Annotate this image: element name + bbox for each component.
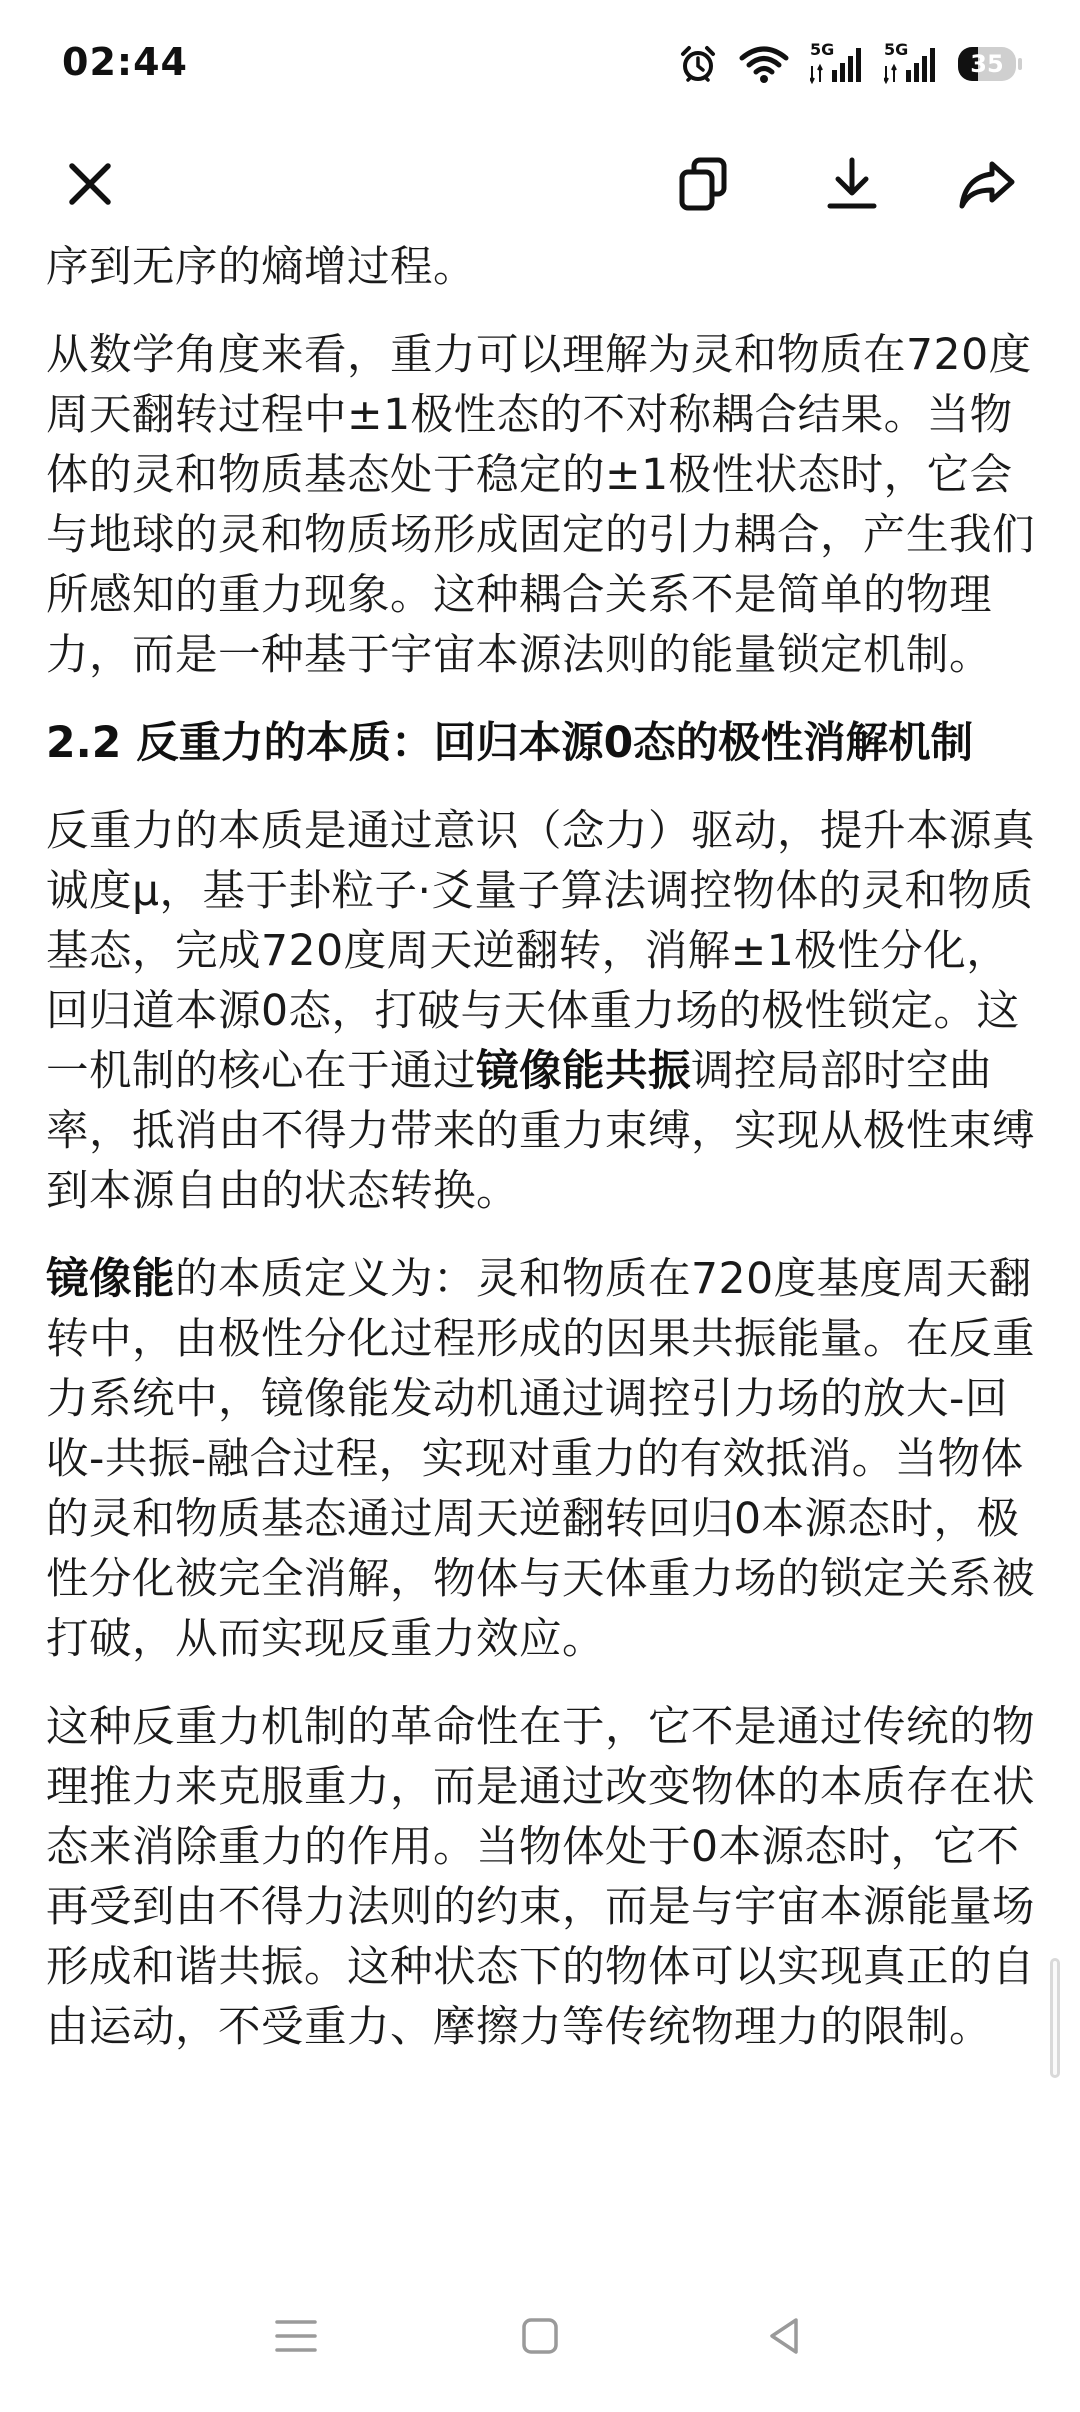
status-icons: [678, 40, 1022, 84]
article-viewport[interactable]: [0, 232, 1080, 2268]
toolbar: [0, 136, 1080, 232]
scrollbar-thumb[interactable]: [1050, 1958, 1060, 2078]
menu-icon: [271, 2314, 321, 2358]
paragraph-text: 调控局部时空曲率，抵消由不得力带来的重力束缚，实现从极性束缚到本源自由的状态转换。: [46, 1047, 1036, 1216]
article-paragraph: 序到无序的熵增过程。: [46, 243, 477, 292]
paragraph-text: 反重力的本质是通过意识（念力）驱动，提升本源真诚度μ，基于卦粒子·爻量子算法调控物体的灵和物质基态，完成720度周天逆翻转，消解±1极性分化，回归道本源0态，打破与天体重力场的极性锁定。这一机制的核心在于通过: [46, 807, 1036, 1096]
battery-cap: [1018, 58, 1022, 70]
download-icon: [822, 154, 882, 214]
signal-5g-icon: 5G: [810, 44, 864, 84]
section-heading: 2.2 反重力的本质：回归本源0态的极性消解机制: [46, 719, 974, 768]
article-body: [46, 232, 1036, 2086]
navigation-bar: [0, 2268, 1080, 2412]
bold-term: 镜像能共振: [476, 1047, 692, 1096]
back-icon: [762, 2314, 806, 2358]
close-button[interactable]: [46, 140, 134, 228]
paragraph-text: 的本质定义为：灵和物质在720度基度周天翻转中，由极性分化过程形成的因果共振能量。在反重力系统中，镜像能发动机通过调控引力场的放大-回收-共振-融合过程，实现对重力的有效抵消。当物体的灵和物质基态通过周天逆翻转回归0本源态时，极性分化被完全消解，物体与天体重力场的锁定关系被打破，从而实现反重力效应。: [46, 1255, 1036, 1664]
battery-icon: [958, 47, 1022, 81]
wifi-icon: [738, 44, 790, 84]
share-button[interactable]: [944, 140, 1032, 228]
bold-term: 镜像能: [46, 1255, 176, 1304]
copy-button[interactable]: [660, 140, 748, 228]
copy-icon: [674, 154, 734, 214]
status-time: 02:44: [62, 40, 188, 84]
close-icon: [62, 156, 118, 212]
article-paragraph: [46, 1250, 1036, 1670]
menu-button[interactable]: [256, 2296, 336, 2376]
article-paragraph: [46, 802, 1036, 1222]
back-button[interactable]: [744, 2296, 824, 2376]
alarm-icon: [678, 44, 718, 84]
signal-5g-icon: 5G: [884, 44, 938, 84]
status-bar: [0, 0, 1080, 136]
share-icon: [956, 154, 1020, 214]
battery-level: 35: [970, 50, 1004, 78]
download-button[interactable]: [808, 140, 896, 228]
home-button[interactable]: [500, 2296, 580, 2376]
home-icon: [518, 2314, 562, 2358]
article-paragraph: 这种反重力机制的革命性在于，它不是通过传统的物理推力来克服重力，而是通过改变物体的本质存在状态来消除重力的作用。当物体处于0本源态时，它不再受到由不得力法则的约束，而是与宇宙本源能量场形成和谐共振。这种状态下的物体可以实现真正的自由运动，不受重力、摩擦力等传统物理力的限制。: [46, 1703, 1036, 2052]
article-paragraph: 从数学角度来看，重力可以理解为灵和物质在720度周天翻转过程中±1极性态的不对称耦合结果。当物体的灵和物质基态处于稳定的±1极性状态时，它会与地球的灵和物质场形成固定的引力耦合，产生我们所感知的重力现象。这种耦合关系不是简单的物理力，而是一种基于宇宙本源法则的能量锁定机制。: [46, 331, 1036, 680]
